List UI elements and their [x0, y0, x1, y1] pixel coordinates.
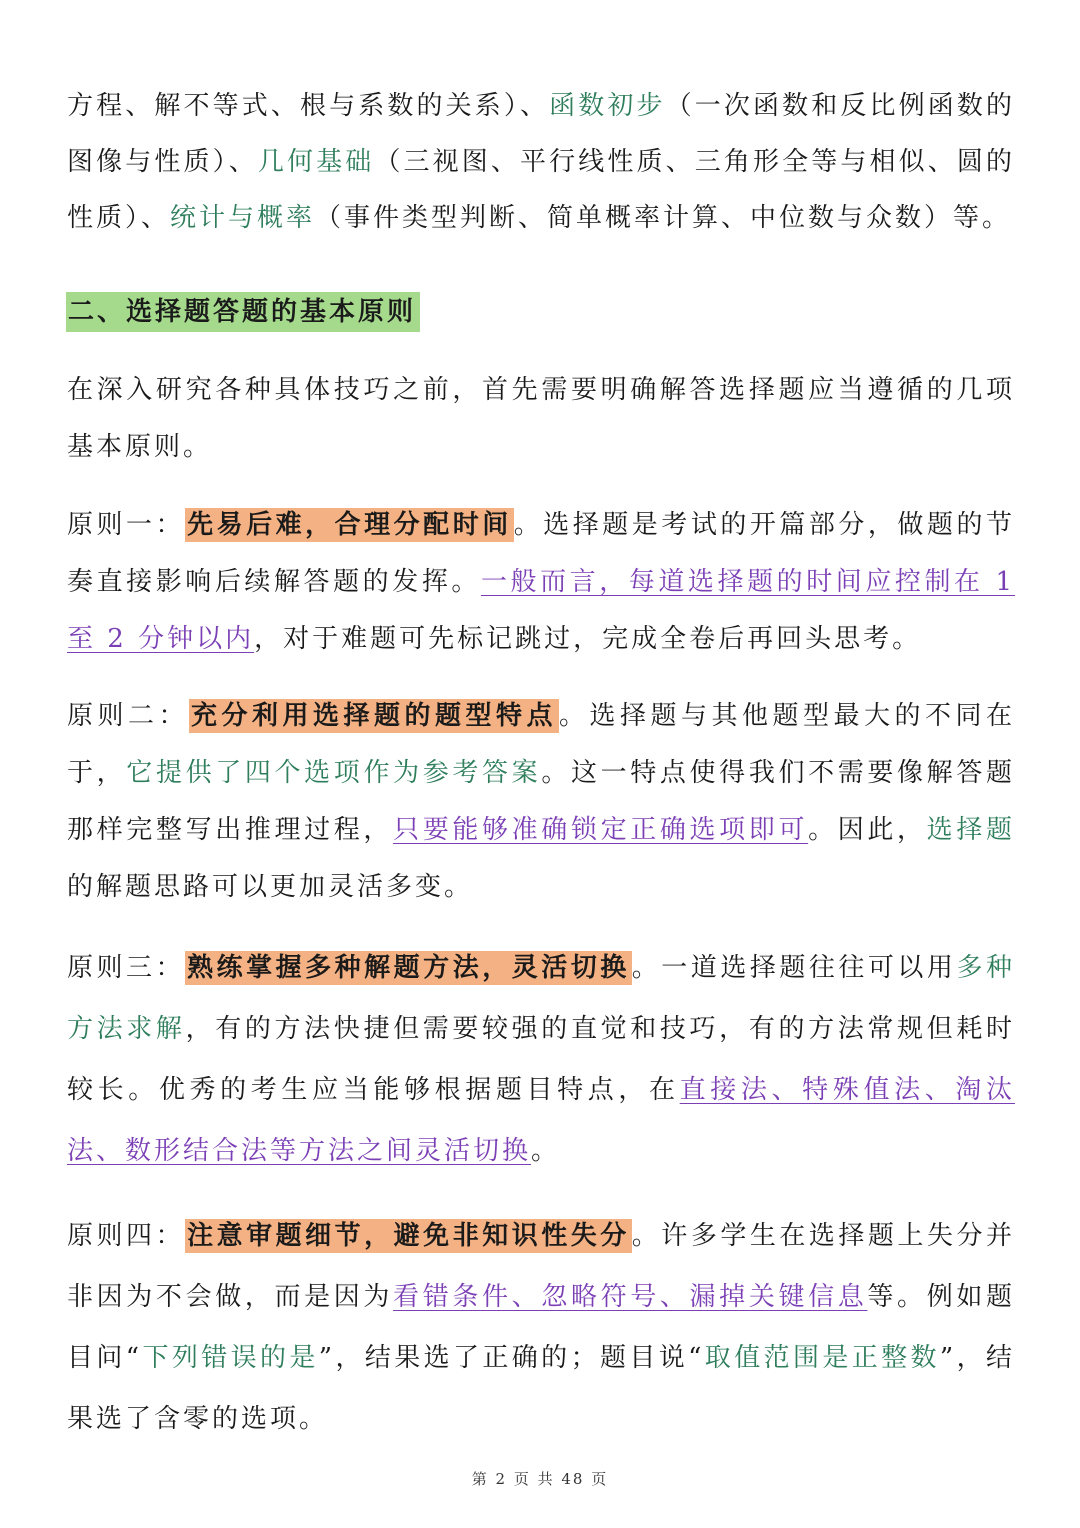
principle-2-paragraph — [67, 688, 1015, 916]
topic-statistics: 统计与概率 — [170, 203, 316, 233]
principle-2-text-1: 。选择题与其他题型最大的不同在于， — [67, 701, 1015, 788]
principle-3-paragraph — [67, 938, 1015, 1182]
principle-2-highlight: 充分利用选择题的题型特点 — [191, 701, 557, 731]
section-heading: 二、选择题答题的基本原则 — [66, 292, 420, 332]
principle-2-green-2: 选择题 — [926, 815, 1015, 845]
principle-4-text-2: 等。例如题目问“ — [67, 1282, 1015, 1373]
principle-1-text-2: ，对于难题可先标记跳过，完成全卷后再回头思考。 — [254, 624, 922, 654]
principle-4-green-1: 下列错误的是 — [142, 1343, 319, 1373]
principle-3-text-3: 。 — [531, 1136, 561, 1166]
principle-2-text-2: 。这一特点使得我们不需要像解答题那样完整写出推理过程， — [67, 758, 1015, 845]
principle-4-text-3: ”，结果选了正确的；题目说“ — [318, 1343, 705, 1373]
topic-functions: 函数初步 — [549, 91, 666, 121]
principle-3-underline: 直接法、特殊值法、淘汰法、数形结合法等方法之间灵活切换 — [67, 1075, 1015, 1166]
intro-text-4: （事件类型判断、简单概率计算、中位数与众数）等。 — [315, 203, 1012, 233]
principle-2-text-4: 的解题思路可以更加灵活多变。 — [67, 872, 474, 902]
principle-1-paragraph — [67, 497, 1015, 668]
intro-paragraph — [67, 78, 1015, 246]
principle-3-text-2: ，有的方法快捷但需要较强的直觉和技巧，有的方法常规但耗时较长。优秀的考生应当能够根据题目特点，在 — [67, 1014, 1015, 1105]
principle-1-text-1: 。选择题是考试的开篇部分，做题的节奏直接影响后续解答题的发挥。 — [67, 510, 1015, 597]
principle-4-paragraph — [67, 1206, 1015, 1450]
principle-2-label: 原则二： — [67, 701, 189, 731]
principle-3-highlight: 熟练掌握多种解题方法，灵活切换 — [187, 953, 630, 983]
principle-1-label: 原则一： — [67, 510, 186, 540]
principle-3-text-1: 。一道选择题往往可以用 — [631, 953, 957, 983]
principle-1-underline: 一般而言，每道选择题的时间应控制在 1 至 2 分钟以内 — [67, 567, 1015, 654]
principle-4-label: 原则四： — [67, 1221, 186, 1251]
principle-4-green-2: 取值范围是正整数 — [704, 1343, 940, 1373]
intro-text-3: （三视图、平行线性质、三角形全等与相似、圆的性质）、 — [67, 147, 1015, 233]
intro-text-2: （一次函数和反比例函数的图像与性质）、 — [67, 91, 1015, 177]
lead-paragraph: 在深入研究各种具体技巧之前，首先需要明确解答选择题应当遵循的几项基本原则。 — [67, 375, 1015, 462]
principle-2-text-3: 。因此， — [808, 815, 927, 845]
principle-4-text-1: 。许多学生在选择题上失分并非因为不会做，而是因为 — [67, 1221, 1015, 1312]
principle-2-underline: 只要能够准确锁定正确选项即可 — [393, 815, 809, 845]
principle-2-green-1: 它提供了四个选项作为参考答案 — [126, 758, 542, 788]
principle-4-highlight: 注意审题细节，避免非知识性失分 — [187, 1221, 630, 1251]
intro-text-1: 方程、解不等式、根与系数的关系）、 — [67, 91, 550, 121]
principle-4-underline: 看错条件、忽略符号、漏掉关键信息 — [393, 1282, 868, 1312]
principle-3-green-1: 多种方法求解 — [67, 953, 1015, 1044]
principle-1-highlight: 先易后难，合理分配时间 — [187, 510, 512, 540]
principle-4-text-4: ”，结果选了含零的选项。 — [67, 1343, 1015, 1434]
page-number-footer: 第 2 页 共 48 页 — [471, 1470, 609, 1488]
topic-geometry: 几何基础 — [257, 147, 375, 177]
principle-3-label: 原则三： — [67, 953, 186, 983]
